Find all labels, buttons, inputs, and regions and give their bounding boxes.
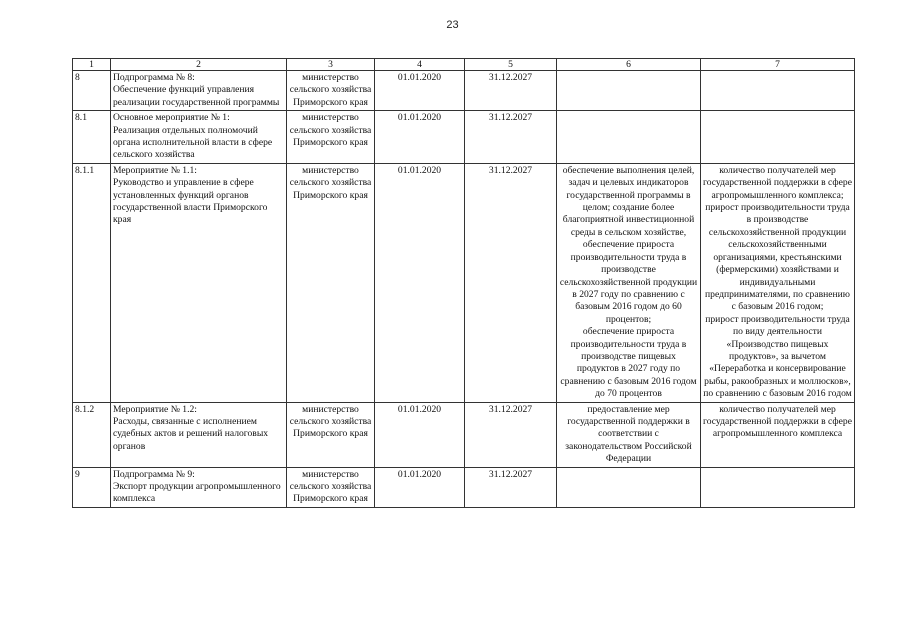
- row-result: обеспечение выполнения целей, задач и целевых индикаторов государственной программы в целом; создание более благоприятной инвестиционной среды в сельском хозяйстве, обеспечение прироста производительности труда в производстве сельскохозяйственной продукции в 2027 году по сравнению с базовым 2016 годом до 60 процентов; обеспечение прироста производительности труда в производстве пищевых продуктов в 2027 году по сравнению с базовым 2016 годом до 70 процентов: [557, 163, 701, 402]
- row-result: [557, 111, 701, 164]
- table-row: [73, 467, 855, 507]
- row-name: Основное мероприятие № 1: Реализация отдельных полномочий органа исполнительной власти в сфере сельского хозяйства: [111, 111, 287, 164]
- row-start-date: 01.01.2020: [375, 71, 465, 111]
- header-cell: 7: [701, 59, 855, 71]
- row-start-date: 01.01.2020: [375, 163, 465, 402]
- row-name: Подпрограмма № 8: Обеспечение функций управления реализации государственной программы: [111, 71, 287, 111]
- row-end-date: 31.12.2027: [465, 163, 557, 402]
- table-header-row: [73, 59, 855, 71]
- table-row: [73, 163, 855, 402]
- row-start-date: 01.01.2020: [375, 467, 465, 507]
- row-end-date: 31.12.2027: [465, 111, 557, 164]
- table-row: [73, 111, 855, 164]
- table-row: [73, 402, 855, 467]
- header-cell: 5: [465, 59, 557, 71]
- row-indicator: количество получателей мер государственной поддержки в сфере агропромышленного комплекса: [701, 402, 855, 467]
- row-result: [557, 71, 701, 111]
- row-name: Мероприятие № 1.2: Расходы, связанные с исполнением судебных актов и решений налоговых органов: [111, 402, 287, 467]
- row-executor: министерство сельского хозяйства Приморского края: [287, 402, 375, 467]
- row-end-date: 31.12.2027: [465, 467, 557, 507]
- row-end-date: 31.12.2027: [465, 402, 557, 467]
- header-cell: 6: [557, 59, 701, 71]
- row-indicator: количество получателей мер государственной поддержки в сфере агропромышленного комплекса; прирост производительности труда в производстве сельскохозяйственной продукции сельскохозяйственными организациями, крестьянскими (фермерскими) хозяйствами и индивидуальными предпринимателями, по сравнению с базовым 2016 годом; прирост производительности труда по виду деятельности «Производство пищевых продуктов», за вычетом «Переработка и консервирование рыбы, ракообразных и моллюсков», по сравнению с базовым 2016 годом: [701, 163, 855, 402]
- row-start-date: 01.01.2020: [375, 402, 465, 467]
- row-executor: министерство сельского хозяйства Приморского края: [287, 71, 375, 111]
- row-result: предоставление мер государственной поддержки в соответствии с законодательством Российской Федерации: [557, 402, 701, 467]
- row-executor: министерство сельского хозяйства Приморского края: [287, 111, 375, 164]
- row-executor: министерство сельского хозяйства Приморского края: [287, 163, 375, 402]
- row-number: 8.1.1: [73, 163, 111, 402]
- header-cell: 2: [111, 59, 287, 71]
- row-indicator: [701, 71, 855, 111]
- row-name: Мероприятие № 1.1: Руководство и управление в сфере установленных функций органов государственной власти Приморского края: [111, 163, 287, 402]
- row-indicator: [701, 111, 855, 164]
- table-row: [73, 71, 855, 111]
- page-number: 23: [446, 19, 459, 31]
- program-table: [72, 58, 855, 508]
- row-executor: министерство сельского хозяйства Приморского края: [287, 467, 375, 507]
- row-indicator: [701, 467, 855, 507]
- row-name: Подпрограмма № 9: Экспорт продукции агропромышленного комплекса: [111, 467, 287, 507]
- header-cell: 3: [287, 59, 375, 71]
- header-cell: 4: [375, 59, 465, 71]
- header-cell: 1: [73, 59, 111, 71]
- row-number: 8: [73, 71, 111, 111]
- row-number: 8.1: [73, 111, 111, 164]
- row-number: 8.1.2: [73, 402, 111, 467]
- row-result: [557, 467, 701, 507]
- row-number: 9: [73, 467, 111, 507]
- row-start-date: 01.01.2020: [375, 111, 465, 164]
- row-end-date: 31.12.2027: [465, 71, 557, 111]
